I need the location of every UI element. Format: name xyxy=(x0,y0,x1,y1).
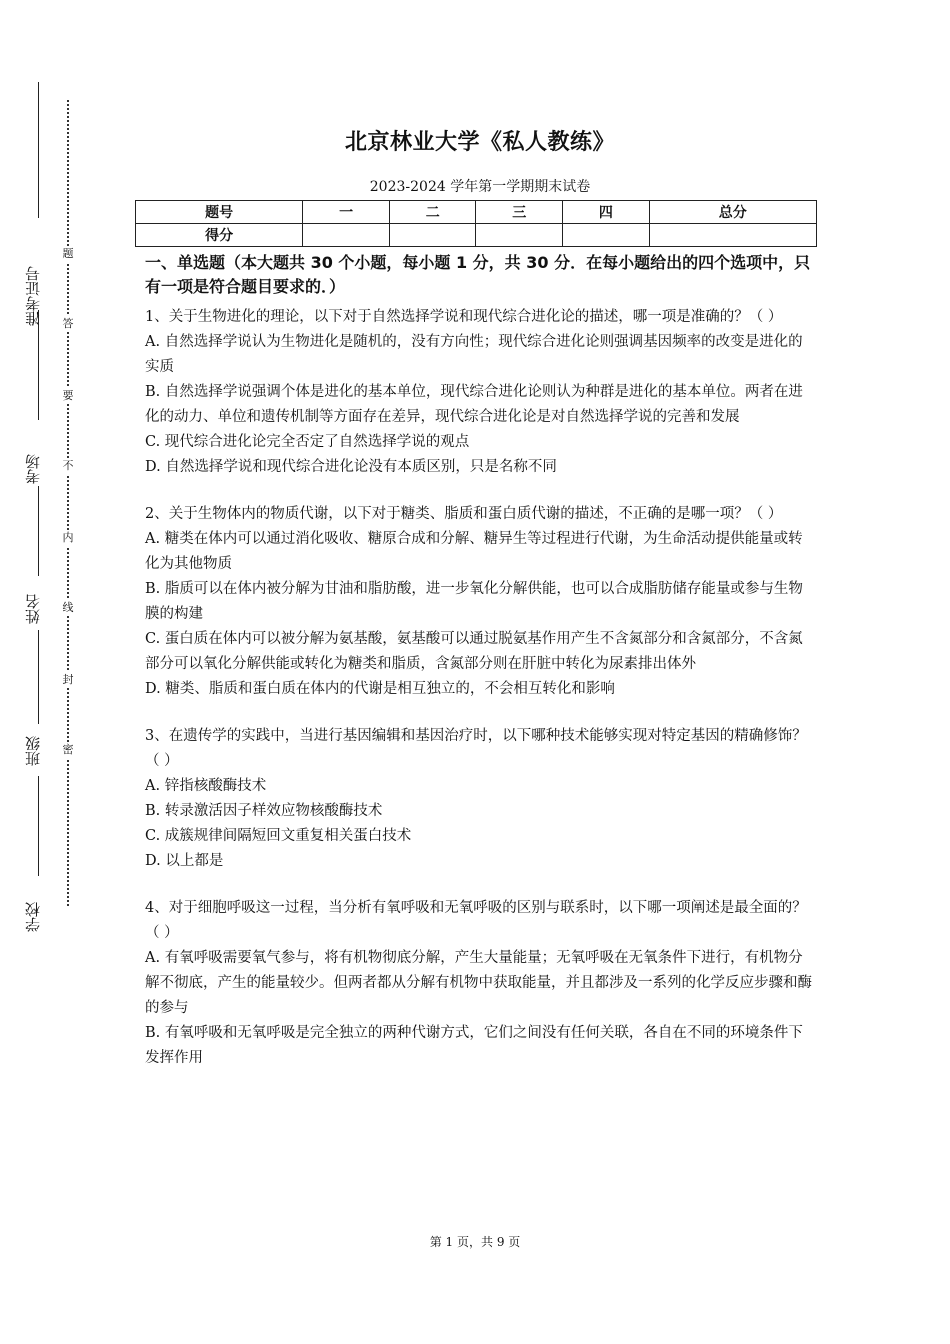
score-cell[interactable] xyxy=(389,224,476,247)
option-a[interactable]: A. 锌指核酸酶技术 xyxy=(145,778,267,794)
seal-char: 要 xyxy=(60,388,76,404)
school-line xyxy=(38,776,39,876)
room-line xyxy=(38,310,39,420)
exam-title: 北京林业大学《私人教练》 xyxy=(344,130,615,155)
option-a[interactable]: A. 糖类在体内可以通过消化吸收、糖原合成和分解、糖异生等过程进行代谢，为生命活动提供能量或转化为其他物质 xyxy=(145,531,803,572)
option-b[interactable]: B. 转录激活因子样效应物核酸酶技术 xyxy=(145,803,383,819)
question-1 xyxy=(145,305,815,480)
question-3 xyxy=(145,724,815,874)
score-header-cell: 四 xyxy=(563,201,650,224)
exam-subtitle: 2023-2024 学年第一学期期末试卷 xyxy=(369,179,591,195)
score-header-cell: 题号 xyxy=(136,201,303,224)
option-b[interactable]: B. 有氧呼吸和无氧呼吸是完全独立的两种代谢方式，它们之间没有任何关联，各自在不同的环境条件下发挥作用 xyxy=(145,1025,803,1066)
option-d[interactable]: D. 糖类、脂质和蛋白质在体内的代谢是相互独立的，不会相互转化和影响 xyxy=(145,681,615,697)
section-heading: 一、单选题（本大题共 30 个小题，每小题 1 分，共 30 分．在每小题给出的四个选项中，只有一项是符合题目要求的．） xyxy=(145,253,811,296)
page-footer: 第 1 页，共 9 页 xyxy=(429,1235,521,1249)
seal-char: 题 xyxy=(60,246,76,262)
seal-char: 不 xyxy=(60,458,76,474)
option-d[interactable]: D. 自然选择学说和现代综合进化论没有本质区别，只是名称不同 xyxy=(145,459,557,475)
score-value-row xyxy=(136,224,817,247)
seal-char: 封 xyxy=(60,672,76,688)
score-cell[interactable] xyxy=(303,224,390,247)
option-c[interactable]: C. 现代综合进化论完全否定了自然选择学说的观点 xyxy=(145,434,470,450)
name-line xyxy=(38,486,39,576)
option-b[interactable]: B. 脂质可以在体内被分解为甘油和脂肪酸，进一步氧化分解供能，也可以合成脂肪储存能量或参与生物膜的构建 xyxy=(145,581,803,622)
question-stem: 3、在遗传学的实践中，当进行基因编辑和基因治疗时，以下哪种技术能够实现对特定基因的精确修饰？（ ） xyxy=(145,728,807,769)
exam-page xyxy=(145,125,815,1071)
seal-dotted-line xyxy=(67,100,69,906)
exam-id-label: 准考证号 xyxy=(24,266,42,326)
school-label: 学校 xyxy=(24,902,42,932)
question-2 xyxy=(145,502,815,702)
seal-char: 密 xyxy=(60,742,76,758)
seal-char: 答 xyxy=(60,316,76,332)
question-stem: 2、关于生物体内的物质代谢，以下对于糖类、脂质和蛋白质代谢的描述，不正确的是哪一项？（ ） xyxy=(145,506,783,522)
option-d[interactable]: D. 以上都是 xyxy=(145,853,224,869)
option-a[interactable]: A. 自然选择学说认为生物进化是随机的，没有方向性；现代综合进化论则强调基因频率的改变是进化的实质 xyxy=(145,334,803,375)
score-cell[interactable] xyxy=(563,224,650,247)
seal-char: 内 xyxy=(60,530,76,546)
score-table xyxy=(135,200,817,247)
score-row-label: 得分 xyxy=(136,224,303,247)
option-c[interactable]: C. 蛋白质在体内可以被分解为氨基酸，氨基酸可以通过脱氨基作用产生不含氮部分和含氮部分，不含氮部分可以氧化分解供能或转化为糖类和脂质，含氮部分则在肝脏中转化为尿素排出体外 xyxy=(145,631,803,672)
score-header-cell: 二 xyxy=(389,201,476,224)
seal-char: 线 xyxy=(60,600,76,616)
question-4 xyxy=(145,896,815,1071)
option-c[interactable]: C. 成簇规律间隔短回文重复相关蛋白技术 xyxy=(145,828,412,844)
score-header-cell: 一 xyxy=(303,201,390,224)
class-line xyxy=(38,630,39,724)
exam-id-line xyxy=(38,82,39,218)
score-cell[interactable] xyxy=(476,224,563,247)
option-a[interactable]: A. 有氧呼吸需要氧气参与，将有机物彻底分解，产生大量能量；无氧呼吸在无氧条件下进行，有机物分解不彻底，产生的能量较少。但两者都从分解有机物中获取能量，并且都涉及一系列的化学反应步骤和酶的参与 xyxy=(145,950,812,1016)
question-stem: 1、关于生物进化的理论，以下对于自然选择学说和现代综合进化论的描述，哪一项是准确的？（ ） xyxy=(145,309,783,325)
room-label: 考场 xyxy=(24,454,42,484)
score-header-cell: 总分 xyxy=(649,201,816,224)
score-cell[interactable] xyxy=(649,224,816,247)
question-stem: 4、对于细胞呼吸这一过程，当分析有氧呼吸和无氧呼吸的区别与联系时，以下哪一项阐述是最全面的？（ ） xyxy=(145,900,807,941)
class-label: 班级 xyxy=(24,736,42,766)
name-label: 姓名 xyxy=(24,594,42,624)
score-header-cell: 三 xyxy=(476,201,563,224)
option-b[interactable]: B. 自然选择学说强调个体是进化的基本单位，现代综合进化论则认为种群是进化的基本单位。两者在进化的动力、单位和遗传机制等方面存在差异，现代综合进化论是对自然选择学说的完善和发展 xyxy=(145,384,803,425)
score-header-row xyxy=(136,201,817,224)
